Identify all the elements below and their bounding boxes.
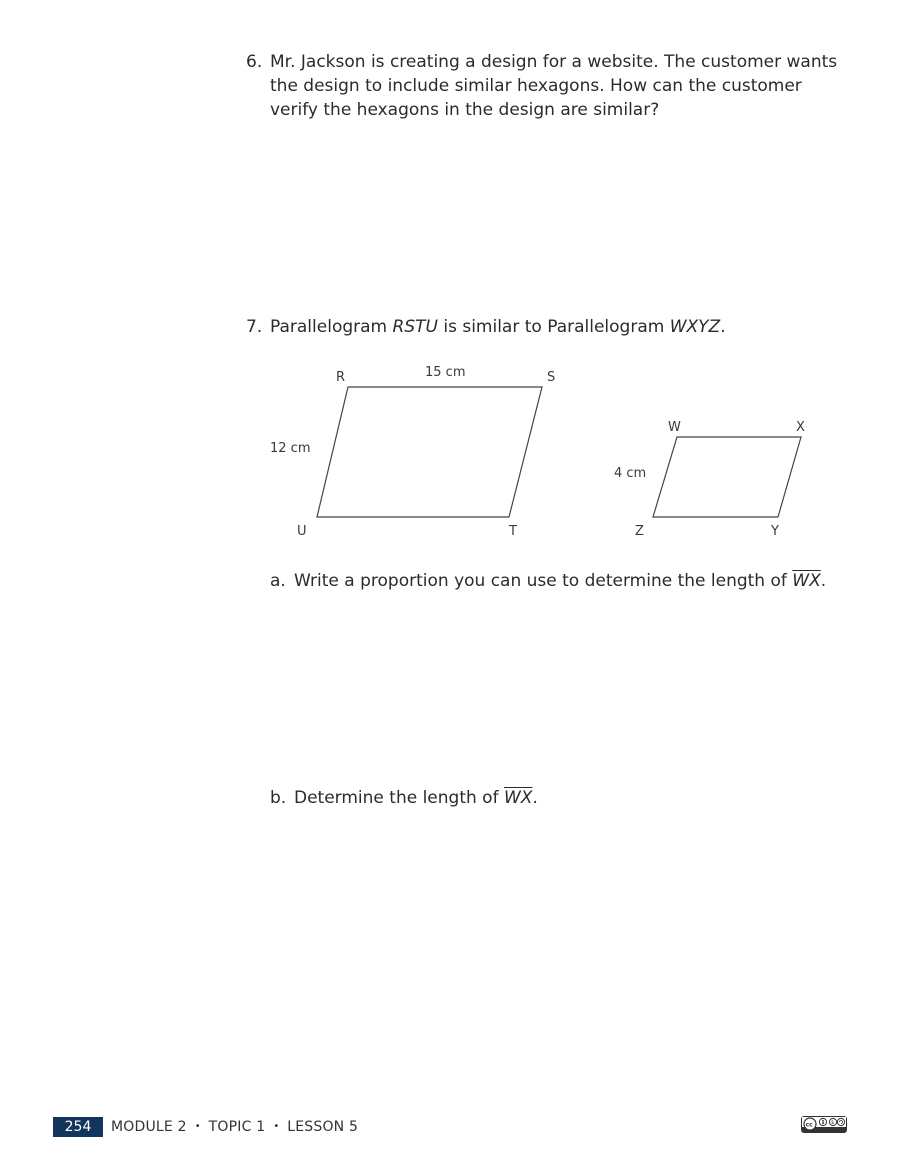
part-end: .	[820, 571, 827, 591]
vertex-u-label: U	[297, 524, 307, 539]
segment-wx: $\overline{WX}$	[503, 788, 533, 808]
vertex-t-label: T	[509, 524, 517, 539]
parallelogram-wxyz	[653, 437, 801, 517]
side-length-label: 4 cm	[614, 466, 647, 481]
text-part: Parallelogram	[270, 317, 393, 337]
segment-wx: $\overline{WX}$	[792, 571, 821, 591]
svg-text:$: $	[831, 1120, 835, 1127]
footer-separator: •	[194, 1120, 201, 1132]
svg-text:cc: cc	[805, 1121, 813, 1129]
vertex-x-label: X	[796, 420, 805, 435]
shape-name: RSTU	[392, 317, 438, 337]
text-part: .	[720, 317, 726, 337]
footer-lesson: LESSON 5	[287, 1119, 359, 1135]
side-length-label: 12 cm	[270, 441, 311, 456]
vertex-z-label: Z	[635, 524, 644, 539]
vertex-w-label: W	[668, 420, 681, 435]
side-length-label: 15 cm	[425, 365, 466, 380]
page-number: 254	[53, 1117, 103, 1137]
footer-separator: •	[273, 1120, 280, 1132]
vertex-r-label: R	[336, 370, 346, 385]
page-footer	[53, 1116, 358, 1138]
footer-topic: TOPIC 1	[208, 1119, 266, 1135]
part-letter: b.	[270, 788, 287, 808]
cc-license-icon	[801, 1116, 847, 1133]
vertex-s-label: S	[547, 370, 556, 385]
text-part: is similar to Parallelogram	[437, 317, 670, 337]
question-number: 7.	[246, 317, 263, 337]
cc-logo-icon	[802, 1117, 846, 1132]
vertex-y-label: Y	[771, 524, 779, 539]
footer-module: MODULE 2	[111, 1119, 187, 1135]
shape-name: WXYZ	[669, 317, 721, 337]
part-text: Determine the length of	[294, 788, 504, 808]
question-7a	[270, 569, 826, 593]
question-number: 6.	[246, 52, 263, 72]
part-end: .	[532, 788, 538, 808]
parallelogram-rstu	[317, 387, 542, 517]
part-text: Write a proportion you can use to determine the length of	[294, 571, 793, 591]
part-letter: a.	[270, 571, 286, 591]
question-text: Mr. Jackson is creating a design for a website. The customer wants the design to include similar hexagons. How can the customer verify the hexagons in the design are similar?	[270, 52, 838, 120]
question-7b	[270, 786, 538, 810]
